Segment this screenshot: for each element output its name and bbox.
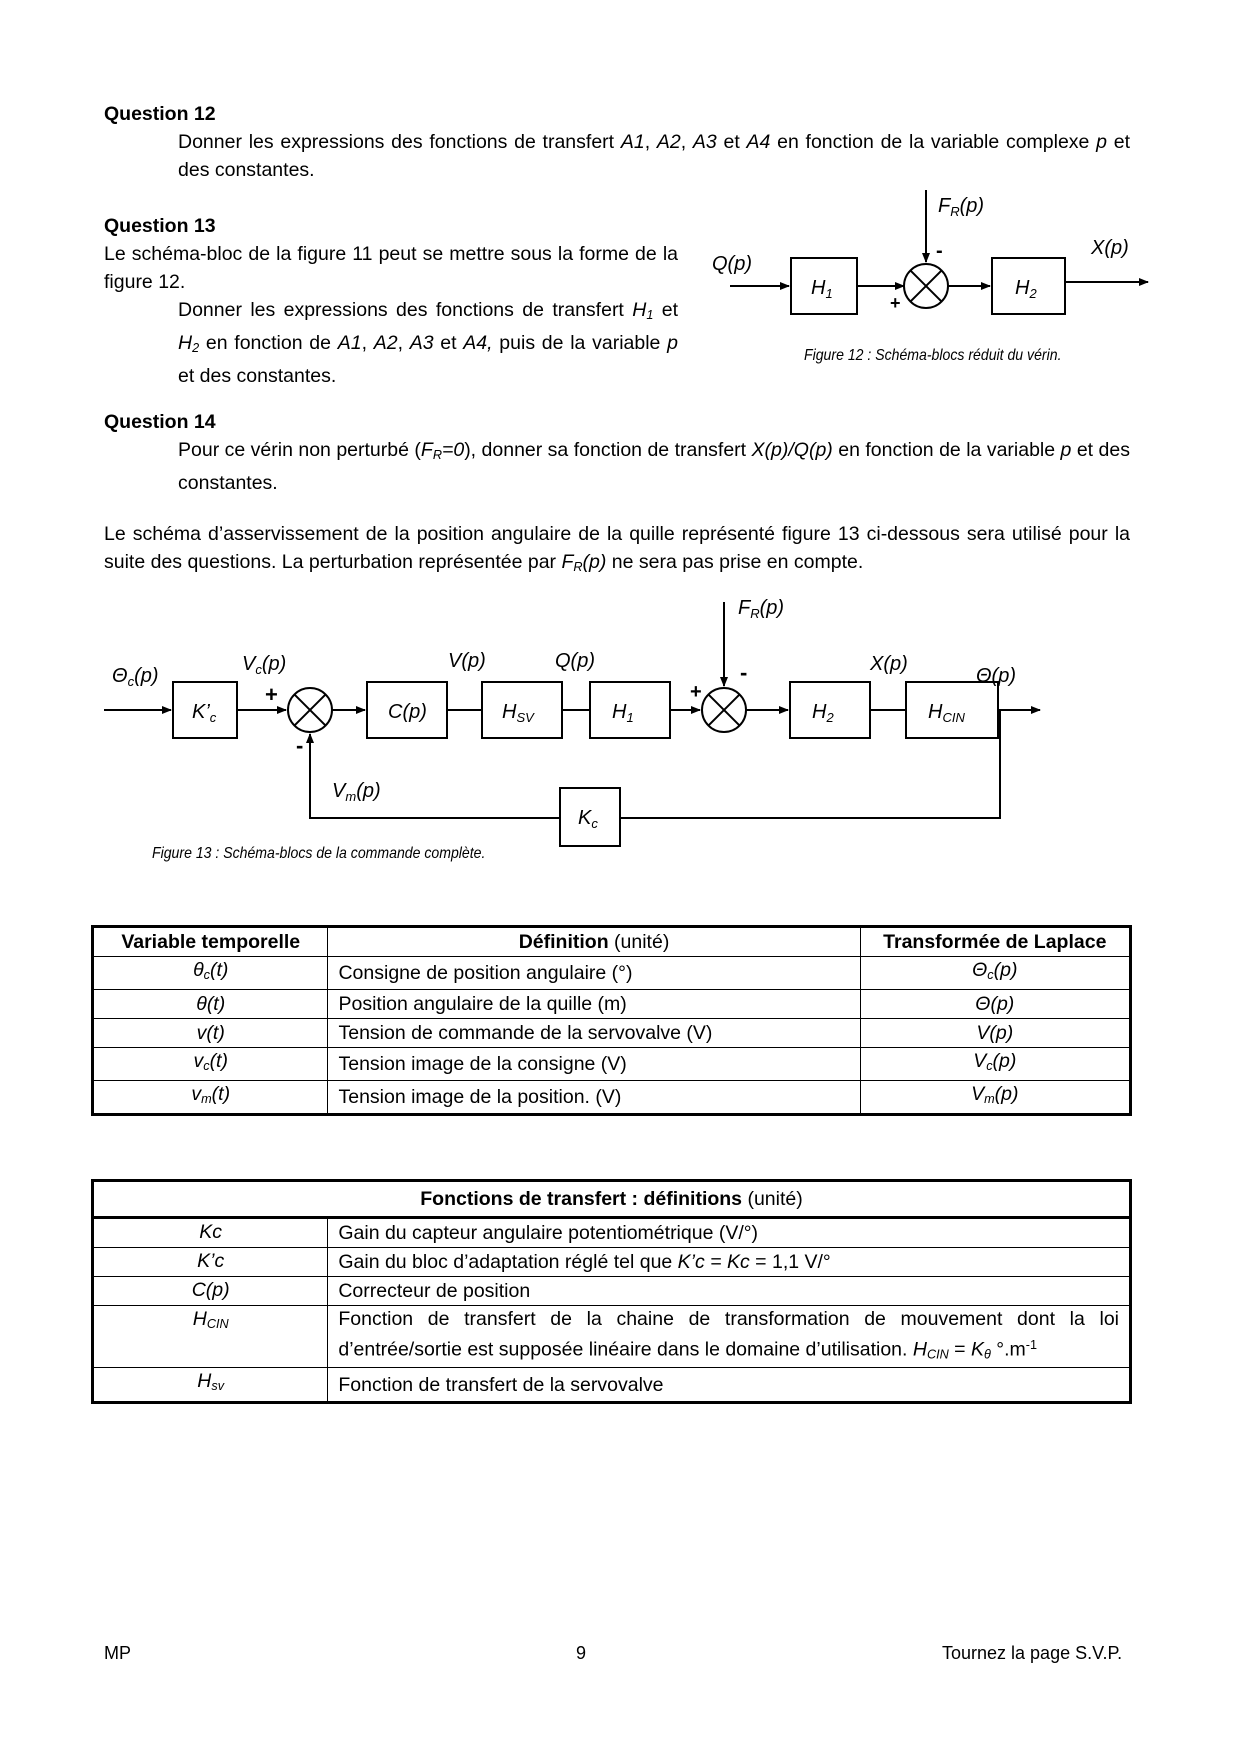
fig12-disturbance-label: $F_R(p)$ [938, 195, 985, 219]
text-run: = 1,1 V/° [749, 1251, 831, 1273]
text-run: V(p) [976, 1021, 1014, 1044]
footer-right: Tournez la page S.V.P. [942, 1643, 1123, 1663]
page-number: 9 [576, 1643, 587, 1663]
text-run: X(p)/Q(p) [751, 439, 833, 461]
text-run: F [561, 551, 574, 573]
function-name-cell [93, 1248, 328, 1277]
text-run: , [680, 131, 693, 153]
text-run: (p) [582, 551, 607, 573]
text-run: et [716, 131, 747, 153]
text-run: v [193, 1050, 204, 1073]
fig13-theta-label: Θ(p) [976, 665, 1016, 687]
text-run: et [653, 299, 679, 321]
fig12-output-label: X(p) [1091, 237, 1129, 259]
variable-cell [93, 1019, 328, 1048]
text-run: et des constantes. [178, 131, 1131, 181]
variable-cell [93, 990, 328, 1019]
function-name-cell [93, 1277, 328, 1306]
text-run: et des constantes. [178, 365, 337, 388]
text-run: R [573, 560, 583, 575]
question-13-text [178, 296, 678, 390]
text-run: Donner les expressions des fonctions de transfert [178, 299, 633, 321]
text-run: (p) [993, 959, 1018, 981]
function-name-cell [93, 1218, 328, 1248]
function-definition-cell [328, 1306, 1131, 1368]
text-run: K’c = Kc [677, 1251, 750, 1273]
fig13-sum2-minus: - [740, 660, 748, 685]
fig13-vc-label: $V_c(p)$ [242, 653, 287, 677]
text-run: 1 [646, 308, 654, 323]
text-run: θ(t) [196, 992, 226, 1015]
text-run: A4 [746, 131, 771, 153]
col-header-laplace: Transformée de Laplace [860, 927, 1130, 957]
definition-cell: Consigne de position angulaire (°) [328, 957, 860, 990]
text-run: -1 [1025, 1338, 1038, 1352]
definition-cell: Tension image de la position. (V) [328, 1081, 860, 1115]
fig13-hcin-label: $H_{CIN}$ [928, 701, 965, 725]
col-header-variable: Variable temporelle [93, 927, 328, 957]
text-run: ), donner sa fonction de transfert [464, 439, 752, 461]
text-run: p [1096, 131, 1107, 153]
fig13-hsv-label: $H_{SV}$ [502, 701, 534, 725]
text-run: (p) [994, 1083, 1019, 1106]
table-row [93, 1368, 1131, 1402]
table-row [93, 1218, 1131, 1248]
text-run: 2 [192, 341, 200, 356]
text-run: p [667, 332, 678, 355]
text-run: CIN [926, 1347, 949, 1362]
function-definition-cell [328, 1277, 1131, 1306]
text-run: V [971, 1083, 985, 1106]
table-row [93, 1277, 1131, 1306]
definition-cell: Tension de commande de la servovalve (V) [328, 1019, 860, 1048]
text-run: p [1060, 439, 1072, 461]
col-header-definition: Définition (unité) [328, 927, 860, 957]
text-run: v [191, 1083, 202, 1106]
fig13-theta-c-label: $\Theta_c(p)$ [112, 665, 159, 689]
table-row [93, 1048, 1131, 1081]
fig13-x-label: X(p) [870, 653, 908, 675]
fig13-sum2-plus: + [690, 681, 702, 703]
fig12-input-label: Q(p) [712, 253, 752, 275]
laplace-cell [860, 1019, 1130, 1048]
text-run: °.m [990, 1338, 1026, 1361]
text-run: en fonction de la variable complexe [770, 131, 1097, 153]
text-run: sv [211, 1379, 225, 1394]
fig12-h1-label: $H_1$ [811, 277, 833, 301]
text-run: (t) [211, 1083, 231, 1106]
fig13-fr-label: $F_R(p)$ [738, 597, 785, 621]
fig13-kc-label: $K_c$ [578, 807, 598, 831]
figure-12-caption: Figure 12 : Schéma-blocs réduit du vérin. [804, 347, 1062, 364]
transfer-functions-header-row [93, 1181, 1131, 1218]
fig13-h2-label: $H_2$ [812, 701, 834, 725]
text-run: R [432, 448, 442, 463]
text-run: F [420, 439, 433, 461]
fig12-h2-label: $H_2$ [1015, 277, 1037, 301]
definition-cell: Tension image de la consigne (V) [328, 1048, 860, 1081]
text-run: Fonction de transfert de la servovalve [338, 1373, 664, 1396]
text-run: H [192, 1308, 207, 1330]
laplace-cell [860, 1048, 1130, 1081]
fig13-sum1-plus: + [265, 682, 278, 707]
text-run: CIN [206, 1317, 229, 1332]
footer-left: MP [104, 1643, 131, 1663]
question-14-title: Question 14 [104, 411, 216, 433]
text-run: H [912, 1338, 927, 1361]
transfer-functions-header: Fonctions de transfert : définitions (unité) [93, 1181, 1131, 1218]
text-run: = [948, 1338, 971, 1361]
text-run: m [984, 1092, 995, 1107]
text-run: m [201, 1092, 212, 1107]
fig13-h1-label: $H_1$ [612, 701, 634, 725]
text-run: Pour ce vérin non perturbé ( [178, 439, 421, 461]
text-run: c [986, 1059, 993, 1074]
variable-cell [93, 957, 328, 990]
text-run: , [397, 332, 410, 355]
fig13-cp-label: C(p) [388, 701, 427, 723]
table-row [93, 1019, 1131, 1048]
fig12-plus-sign: + [890, 293, 901, 313]
question-12-title: Question 12 [104, 103, 216, 125]
text-run: Correcteur de position [338, 1280, 531, 1302]
text-run: H [197, 1370, 212, 1393]
text-run: A3 [409, 332, 434, 355]
text-run: c [203, 1059, 210, 1074]
variables-table-header-row [93, 927, 1131, 957]
text-run: , [644, 131, 657, 153]
text-run: Le schéma d’asservissement de la position angulaire de la quille représenté figure 13 ci-dessous sera utilisé pour la suite des questions. La perturbation représentée par [104, 523, 1130, 573]
variables-table-body [93, 957, 1131, 1115]
variable-cell [93, 1048, 328, 1081]
text-run: Θ(p) [975, 992, 1015, 1015]
function-name-cell [93, 1306, 328, 1368]
fig13-feedback-arrow [310, 734, 560, 818]
laplace-cell [860, 1081, 1130, 1115]
variable-cell [93, 1081, 328, 1115]
text-run: θ [193, 959, 204, 981]
table-row [93, 1306, 1131, 1368]
figure-13-intro-paragraph [104, 520, 1130, 581]
fig13-v-label: V(p) [448, 650, 486, 672]
table-row [93, 957, 1131, 990]
text-run: H [178, 332, 193, 355]
text-run: K’c [197, 1250, 225, 1272]
definition-cell: Position angulaire de la quille (m) [328, 990, 860, 1019]
text-run: =0 [441, 439, 465, 461]
text-run: (p) [992, 1050, 1017, 1073]
question-14-text [178, 436, 1130, 497]
text-run: puis de la variable [492, 332, 668, 355]
text-run: , [361, 332, 374, 355]
text-run: et [433, 332, 464, 355]
fig13-q-label: Q(p) [555, 650, 595, 672]
figure-13-caption: Figure 13 : Schéma-blocs de la commande complète. [152, 845, 486, 862]
text-run: ne sera pas prise en compte. [606, 551, 864, 573]
fig13-sum1-minus: - [296, 733, 304, 758]
text-run: (t) [209, 959, 229, 981]
text-run: A2 [373, 332, 398, 355]
table-row [93, 1081, 1131, 1115]
text-run: A4, [463, 332, 493, 355]
table-row [93, 990, 1131, 1019]
transfer-functions-table [91, 1179, 1132, 1404]
question-13-intro: Le schéma-bloc de la figure 11 peut se mettre sous la forme de la figure 12. [104, 243, 678, 293]
text-run: A1 [337, 332, 362, 355]
text-run: (t) [209, 1050, 228, 1073]
text-run: H [632, 299, 647, 321]
transfer-functions-table-body [93, 1218, 1131, 1403]
function-definition-cell [328, 1368, 1131, 1402]
text-run: Θ [972, 959, 988, 981]
figure-12-block-diagram [700, 190, 1160, 365]
question-12-text [178, 128, 1130, 184]
text-run: en fonction de [199, 332, 338, 355]
text-run: A1 [620, 131, 645, 153]
text-run: en fonction de la variable [832, 439, 1061, 461]
figure-13-block-diagram [100, 590, 1060, 850]
text-run: c [987, 968, 994, 983]
question-13-title: Question 13 [104, 215, 216, 237]
function-name-cell [93, 1368, 328, 1402]
text-run: θ [984, 1347, 991, 1362]
laplace-cell [860, 957, 1130, 990]
fig13-vm-label: $V_m(p)$ [332, 780, 381, 804]
table-row [93, 1248, 1131, 1277]
text-run: K [971, 1338, 985, 1361]
text-run: C(p) [191, 1279, 230, 1301]
text-run: Donner les expressions des fonctions de transfert [178, 131, 621, 153]
text-run: v(t) [196, 1021, 225, 1044]
text-run: et des constantes. [178, 439, 1130, 495]
text-run: c [203, 968, 210, 983]
text-run: A2 [656, 131, 681, 153]
text-run: Fonction de transfert de la chaine de transformation de mouvement dont la loi d’entrée/sortie est supposée linéaire dans le domaine d’utilisation. [338, 1308, 1119, 1361]
function-definition-cell [328, 1248, 1131, 1277]
variables-table [91, 925, 1132, 1116]
function-definition-cell [328, 1218, 1131, 1248]
text-run: Gain du bloc d’adaptation réglé tel que [338, 1251, 678, 1273]
text-run: Gain du capteur angulaire potentiométrique (V/°) [338, 1222, 759, 1244]
fig12-minus-sign: - [936, 240, 943, 262]
text-run: A3 [692, 131, 717, 153]
fig13-kpc-label: $K’_c$ [192, 701, 217, 725]
text-run: V [973, 1050, 987, 1073]
laplace-cell [860, 990, 1130, 1019]
text-run: Kc [199, 1221, 223, 1243]
